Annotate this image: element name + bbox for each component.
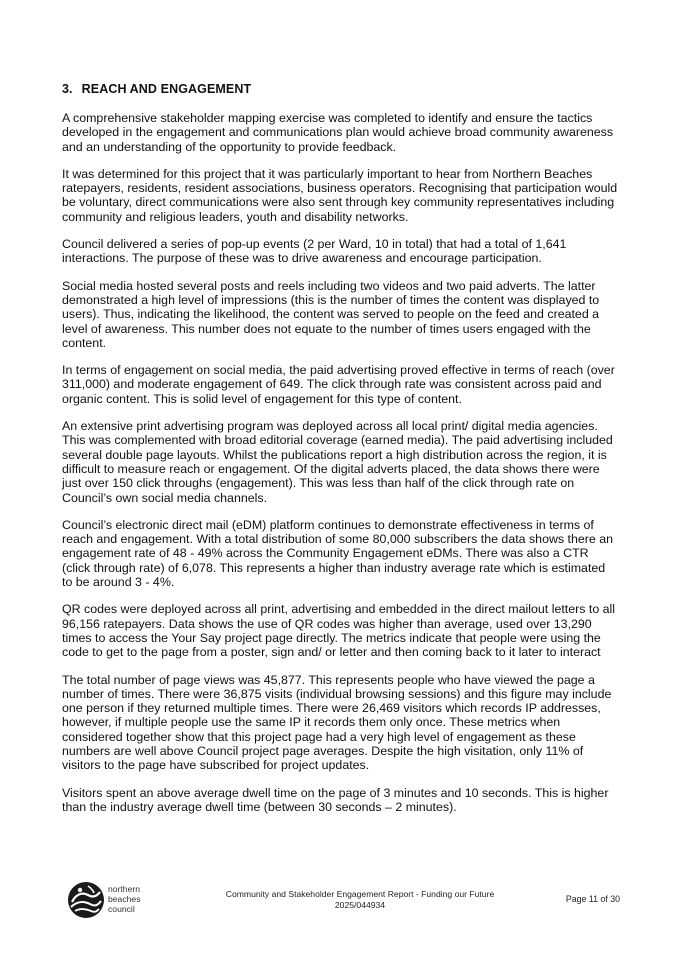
paragraph-page-views: The total number of page views was 45,877. This represents people who have viewed the page a number of times. There were 36,875 visits (individual browsing sessions) and this figure may include one person if they returned multiple times. There were 26,469 visitors which records IP addresses, however, if multiple people use the same IP it records them only once. These metrics when considered together show that this project page had a very high level of engagement as these numbers are well above Council project page averages. Despite the high visitation, only 11% of visitors to the page have subscribed for project updates. (62, 672, 612, 773)
council-name-line: northern (108, 884, 141, 894)
body-text (62, 111, 618, 827)
council-name-line: council (108, 904, 135, 914)
footer-report-title: Community and Stakeholder Engagement Report - Funding our Future (225, 889, 495, 899)
paragraph-pop-up-events: Council delivered a series of pop-up events (2 per Ward, 10 in total) that had a total of 1,641 interactions. The purpose of these was to drive awareness and encourage participation. (62, 237, 567, 266)
paragraph-dwell-time: Visitors spent an above average dwell time on the page of 3 minutes and 10 seconds. This is higher than the industry average dwell time (between 30 seconds – 2 minutes). (62, 785, 609, 814)
section-number: 3. (62, 82, 73, 96)
footer-report-info (205, 889, 515, 910)
paragraph-target-audience: It was determined for this project that it was particularly important to hear from Northern Beaches ratepayers, residents, resident associations, business operators. Recognising that participation would be voluntary, direct communications were also sent through key community representatives including community and religious leaders, youth and disability networks. (62, 166, 618, 224)
council-logo-icon (66, 880, 106, 920)
page-footer (0, 868, 675, 928)
paragraph-qr-codes: QR codes were deployed across all print, advertising and embedded in the direct mailout letters to all 96,156 ratepayers. Data shows the use of QR codes was higher than average, used over 13,290 times to access the Your Say project page directly. The metrics indicate that people were using the code to get to the page from a poster, sign and/ or letter and then coming back to it later to interact (62, 602, 616, 660)
page-number: Page 11 of 30 (565, 894, 620, 904)
paragraph-stakeholder-mapping: A comprehensive stakeholder mapping exercise was completed to identify and ensure the tactics developed in the engagement and communications plan would achieve broad community awareness and an understanding of the opportunity to provide feedback. (62, 111, 614, 154)
footer-reference: 2025/044934 (334, 899, 386, 910)
paragraph-edm: Council’s electronic direct mail (eDM) platform continues to demonstrate effectiveness in terms of reach and engagement. With a total distribution of some 80,000 subscribers the data shows there an engagement rate of 48 - 49% across the Community Engagement eDMs. There was also a CTR (click through rate) of 6,078. This represents a higher than industry average rate which is estimated to be around 3 - 4%. (62, 517, 614, 590)
council-name-line: beaches (108, 894, 141, 904)
section-title: REACH AND ENGAGEMENT (81, 82, 252, 96)
paragraph-social-media: Social media hosted several posts and reels including two videos and two paid adverts. The latter demonstrated a high level of impressions (this is the number of times the content was displayed to users). Thus, indicating the likelihood, the content was served to people on the feed and created a level of awareness. This number does not equate to the number of times users engaged with the content. (62, 278, 600, 350)
paragraph-social-engagement: In terms of engagement on social media, the paid advertising proved effective in terms of reach (over 311,000) and moderate engagement of 649. The click through rate was consistent across paid and organic content. This is solid level of engagement for this type of content. (62, 363, 615, 406)
paragraph-print-advertising: An extensive print advertising program was deployed across all local print/ digital media agencies. This was complemented with broad editorial coverage (earned media). The paid advertising included several double page layouts. Whilst the publications report a high distribution across the region, it is difficult to measure reach or engagement. Of the digital adverts placed, the data shows there were just over 150 click throughs (engagement). This was less than half of the click through rate on Council’s own social media channels. (62, 419, 613, 505)
section-heading (62, 82, 251, 96)
council-name (108, 884, 141, 914)
